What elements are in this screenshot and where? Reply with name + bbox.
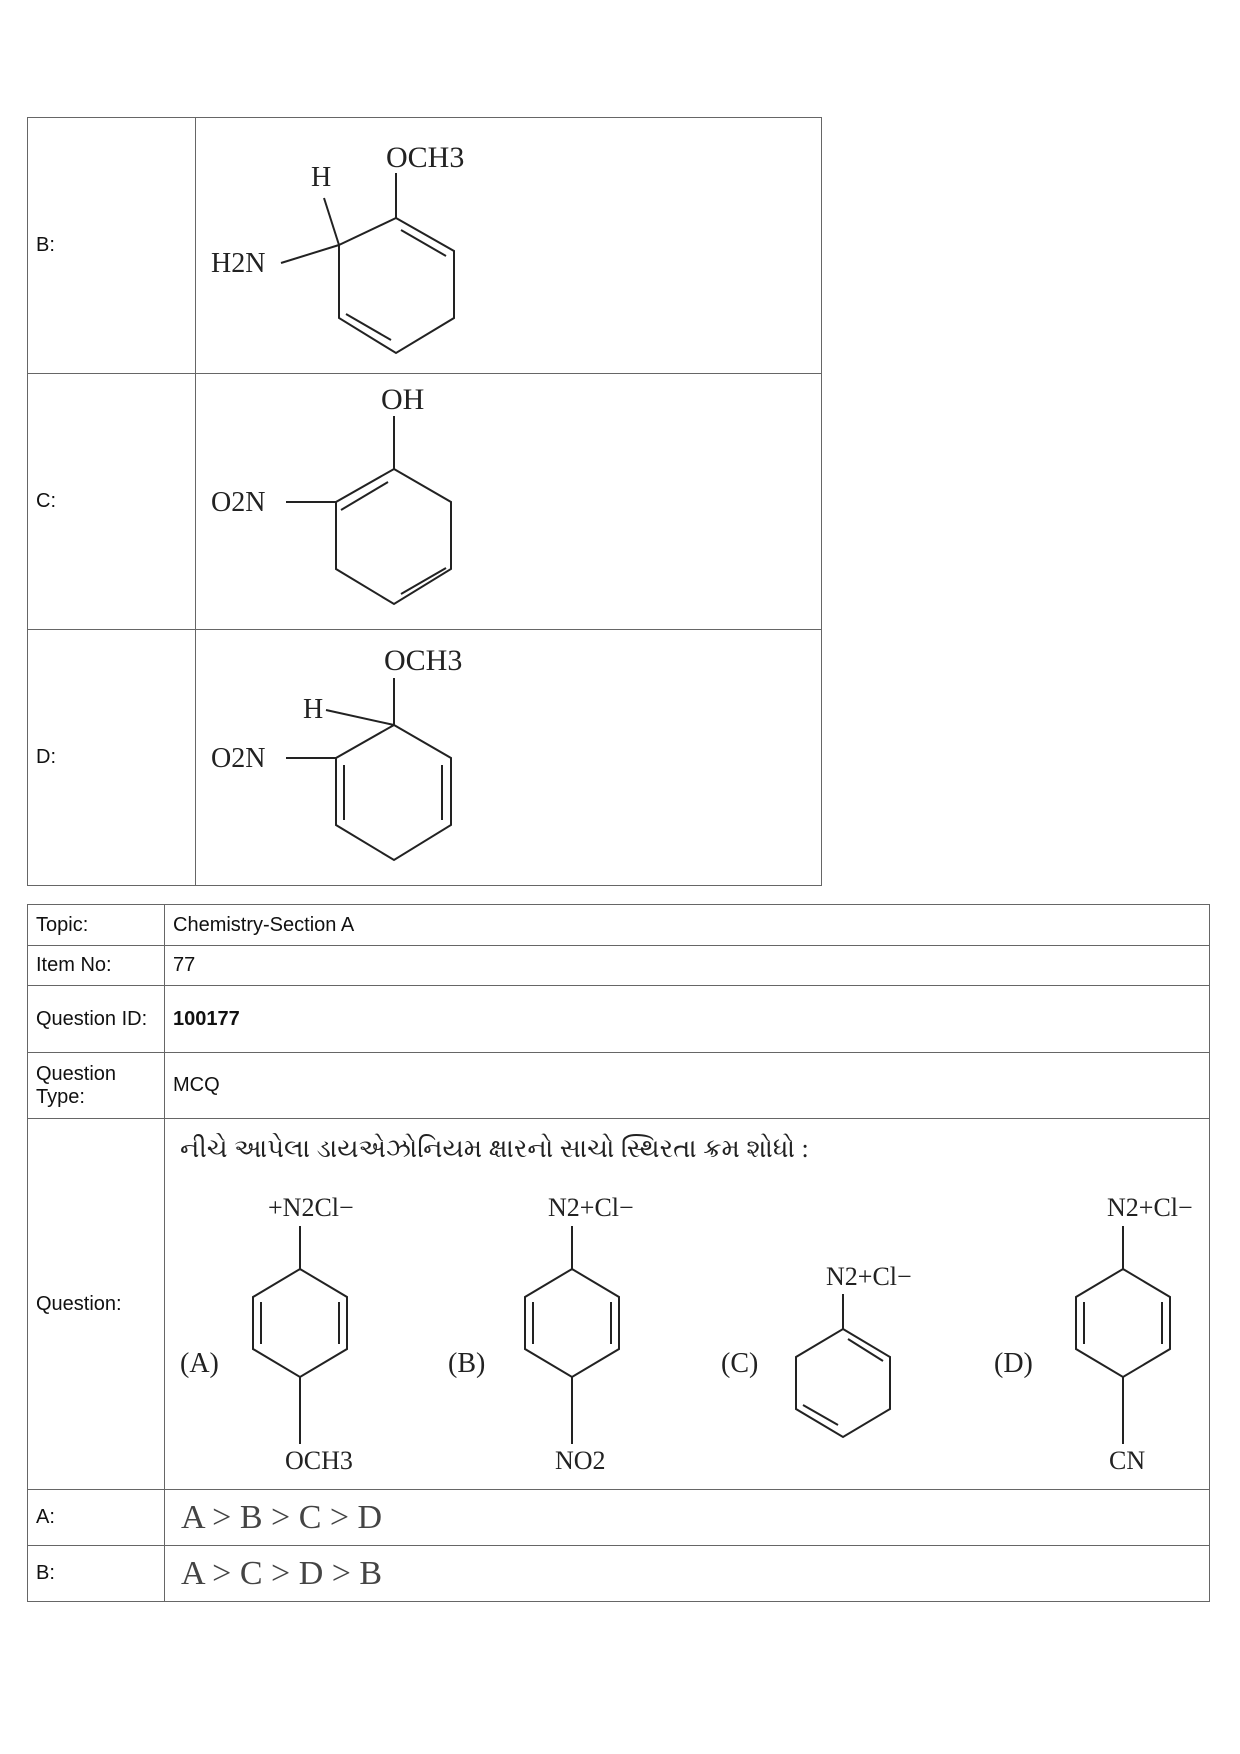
structure-d-top: N2+Cl− xyxy=(1107,1193,1193,1222)
nitro-label: O2N xyxy=(211,487,266,518)
topic-value: Chemistry-Section A xyxy=(165,905,1210,946)
hydroxyl-label: OH xyxy=(381,383,425,416)
option-row-c xyxy=(28,374,822,630)
answer-option-text: A > C > D > B xyxy=(165,1546,1210,1602)
structure-b-top: N2+Cl− xyxy=(548,1193,634,1222)
question-id-label: Question ID: xyxy=(28,986,165,1053)
question-label: Question: xyxy=(28,1119,165,1490)
hydrogen-label: H xyxy=(311,162,332,193)
answer-option-b-row xyxy=(28,1546,1210,1602)
amine-label: H2N xyxy=(211,248,266,279)
structure-tag-b: (B) xyxy=(448,1348,486,1379)
topic-row xyxy=(28,905,1210,946)
answer-option-text: A > B > C > D xyxy=(165,1490,1210,1546)
structure-d-image xyxy=(196,630,821,880)
question-type-row xyxy=(28,1053,1210,1119)
option-label: B: xyxy=(28,118,196,374)
question-body xyxy=(165,1119,1210,1490)
question-type-value: MCQ xyxy=(165,1053,1210,1119)
structure-cell xyxy=(196,374,822,630)
topic-label: Topic: xyxy=(28,905,165,946)
structure-tag-d: (D) xyxy=(994,1348,1033,1379)
answer-option-label: A: xyxy=(28,1490,165,1546)
option-row-d xyxy=(28,630,822,886)
structure-options-table xyxy=(27,117,822,886)
structure-cell xyxy=(196,630,822,886)
answer-option-a-row xyxy=(28,1490,1210,1546)
hydrogen-label: H xyxy=(303,694,324,725)
structure-tag-a: (A) xyxy=(180,1348,219,1379)
structure-cell xyxy=(196,118,822,374)
answer-option-label: B: xyxy=(28,1546,165,1602)
structure-a-top: +N2Cl− xyxy=(268,1193,354,1222)
structure-d-bottom: CN xyxy=(1109,1446,1146,1475)
option-row-b xyxy=(28,118,822,374)
option-label: C: xyxy=(28,374,196,630)
question-type-label: Question Type: xyxy=(28,1053,165,1119)
methoxy-label: OCH3 xyxy=(386,141,465,174)
question-row xyxy=(28,1119,1210,1490)
structure-b-image xyxy=(196,118,821,368)
nitro-label: O2N xyxy=(211,743,266,774)
structure-a-bottom: OCH3 xyxy=(285,1446,353,1475)
question-image xyxy=(165,1119,1209,1484)
question-id-value: 100177 xyxy=(165,986,1210,1053)
option-label: D: xyxy=(28,630,196,886)
question-table xyxy=(27,904,1210,1602)
structure-b-bottom: NO2 xyxy=(555,1446,606,1475)
structure-c-top: N2+Cl− xyxy=(826,1262,912,1291)
item-label: Item No: xyxy=(28,946,165,986)
item-row xyxy=(28,946,1210,986)
structure-c-image xyxy=(196,374,821,624)
methoxy-label: OCH3 xyxy=(384,644,463,677)
question-id-row xyxy=(28,986,1210,1053)
question-text: નીચે આપેલા ડાયએઝોનિયમ ક્ષારનો સાચો સ્થિરતા ક્રમ શોધો : xyxy=(180,1134,809,1163)
item-value: 77 xyxy=(165,946,1210,986)
structure-tag-c: (C) xyxy=(721,1348,759,1379)
